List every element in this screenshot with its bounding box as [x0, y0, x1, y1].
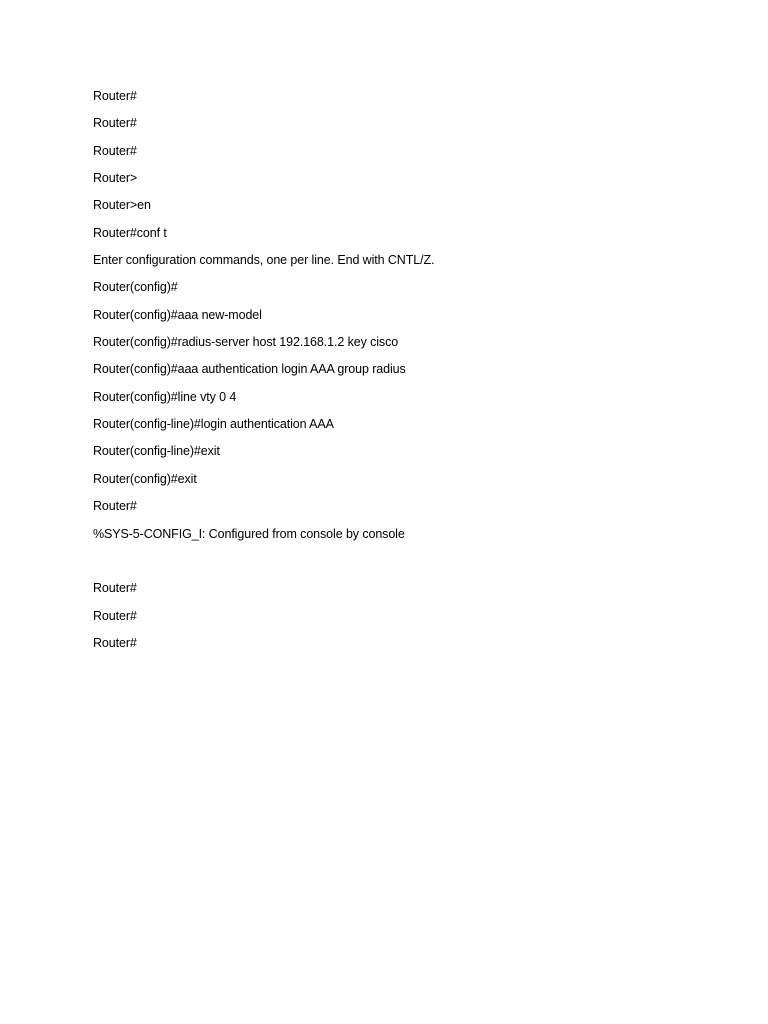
- console-transcript: [93, 86, 713, 660]
- transcript-line: Router#: [93, 499, 137, 514]
- transcript-line: Router(config)#exit: [93, 471, 197, 486]
- blank-line: [93, 551, 713, 578]
- transcript-line: Router(config)#: [93, 280, 178, 295]
- transcript-line: Router#: [93, 89, 137, 103]
- transcript-line: %SYS-5-CONFIG_I: Configured from console by console: [93, 526, 405, 541]
- transcript-line: Router#: [93, 143, 137, 158]
- transcript-line: Router(config-line)#login authentication AAA: [93, 417, 334, 432]
- transcript-line: Router(config)#line vty 0 4: [93, 389, 237, 404]
- transcript-line: Router#: [93, 608, 137, 623]
- transcript-line: Enter configuration commands, one per line. End with CNTL/Z.: [93, 253, 435, 268]
- transcript-line: Router>en: [93, 198, 151, 213]
- transcript-line: Router(config-line)#exit: [93, 444, 220, 459]
- transcript-line: Router(config)#aaa new-model: [93, 307, 262, 322]
- transcript-line: Router#: [93, 635, 137, 650]
- transcript-line: Router#: [93, 581, 137, 596]
- transcript-line: Router#: [93, 116, 137, 131]
- transcript-line: Router(config)#radius-server host 192.168.1.2 key cisco: [93, 335, 399, 350]
- transcript-line: Router#conf t: [93, 225, 167, 240]
- transcript-line: Router>: [93, 171, 138, 186]
- transcript-line: Router(config)#aaa authentication login AAA group radius: [93, 362, 406, 377]
